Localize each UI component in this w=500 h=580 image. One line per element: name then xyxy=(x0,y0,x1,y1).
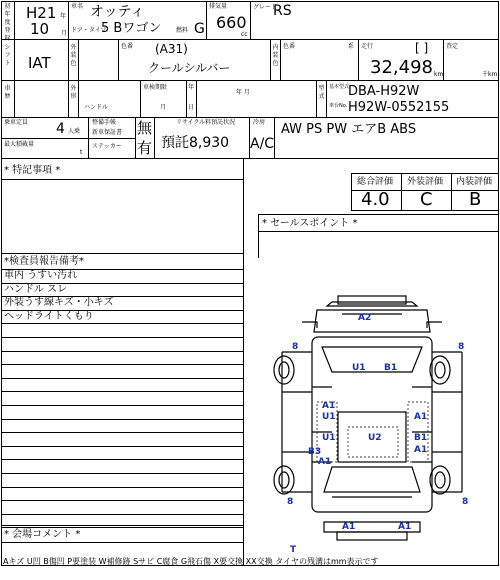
manual-value: 無 xyxy=(137,119,153,137)
year-unit: 年 xyxy=(60,13,67,20)
capacity-label: 乗車定員 xyxy=(4,119,29,126)
note-row-line xyxy=(2,364,243,365)
note-row-line xyxy=(2,459,243,460)
damage-mark: A1 xyxy=(414,412,428,422)
exterior-color-label: 外装色 xyxy=(70,44,77,67)
damage-mark: 8 xyxy=(287,497,294,507)
shift-value: IAT xyxy=(28,54,51,72)
year-era: H21 xyxy=(26,4,57,22)
note-row-line xyxy=(2,378,243,379)
max-load-label: 最大積載量 xyxy=(4,141,35,148)
grade-value: RS xyxy=(273,3,292,19)
shift-label: シフト xyxy=(4,44,11,67)
options-value: AW PS PW エアB ABS xyxy=(281,122,417,137)
handle-label: ハンドル xyxy=(84,104,109,111)
note-row-line xyxy=(2,391,243,392)
mileage-bracket: [ ] xyxy=(415,41,429,55)
mileage-value: 32,498 xyxy=(370,57,433,78)
inspection-day-label: 日 xyxy=(188,104,195,111)
damage-mark: 8 xyxy=(458,342,465,352)
special-notes-title: * 特記事項 * xyxy=(4,165,61,176)
sticker-value: 有 xyxy=(137,139,153,157)
damage-mark: B1 xyxy=(414,433,428,443)
damage-mark: A1 xyxy=(318,457,332,467)
mileage-unit: km xyxy=(434,71,444,78)
damage-mark: U1 xyxy=(322,433,336,443)
inspector-note: 外装うす線キズ・小キズ xyxy=(4,297,114,309)
note-row-line xyxy=(2,323,243,324)
damage-mark: A1 xyxy=(414,445,428,455)
damage-mark: B1 xyxy=(384,363,398,373)
interior-rating: B xyxy=(469,189,482,210)
max-load-unit: t xyxy=(80,149,83,156)
damage-mark: U1 xyxy=(322,412,336,422)
note-row-line xyxy=(2,473,243,474)
note-row-line xyxy=(2,500,243,501)
damage-legend: Aキズ U凹 B傷凹 P要塗装 W補修跡 Sサビ C腐食 G飛石傷 X要交換 XX交換 タイヤの残溝はmm表示です xyxy=(3,557,379,566)
inspection-month-label: 月 xyxy=(160,104,167,111)
car-name-label: 車名 xyxy=(71,3,84,10)
door-type: 5 Bワゴン xyxy=(101,21,162,36)
warranty-label: 新車保証書 xyxy=(92,129,123,136)
note-row-line xyxy=(2,514,243,515)
sales-point-title: * セールスポイント * xyxy=(262,218,358,229)
displacement-label: 排気量 xyxy=(209,3,228,10)
venue-comment-title: * 会場コメント * xyxy=(4,529,81,540)
inspector-note: 車内 うすい汚れ xyxy=(4,270,78,281)
chassis-number: H92W-0552155 xyxy=(348,100,450,115)
damage-mark: A2 xyxy=(358,313,372,323)
inspection-year-label: 年 xyxy=(188,84,195,91)
ac-label: 冷房 xyxy=(253,119,266,126)
inspection-label: 車検期限 xyxy=(143,84,168,91)
overall-rating-label: 総合評価 xyxy=(357,177,394,187)
exterior-rating: C xyxy=(420,189,433,210)
inspection-unit: 年 月 xyxy=(236,89,250,96)
fuel-value: G xyxy=(194,21,205,37)
inspector-note: ヘッドライトくもり xyxy=(4,310,94,322)
note-row-line xyxy=(2,419,243,420)
base-model-label: 基本型式 xyxy=(329,84,350,90)
mileage-label: 走行 xyxy=(361,43,374,50)
recycle-value: 預託8,930 xyxy=(161,135,230,151)
damage-mark: 8 xyxy=(292,342,299,352)
grade-label: グレード xyxy=(253,4,278,11)
color-name: クールシルバー xyxy=(148,61,231,75)
damage-mark: B3 xyxy=(308,447,322,457)
sticker-label: ステッカー xyxy=(92,143,122,150)
manual-label: 整備手帳 xyxy=(92,119,117,126)
note-row-line xyxy=(2,337,243,338)
damage-mark: A1 xyxy=(398,522,412,532)
assessment-label: 査定 xyxy=(446,43,459,50)
door-type-label: ドア・タイプ xyxy=(71,27,107,34)
note-row-line xyxy=(2,487,243,488)
capacity-value: 4 xyxy=(56,121,65,137)
damage-mark: A1 xyxy=(342,522,356,532)
capacity-unit: 人乗 xyxy=(68,128,81,135)
shodo-label: 初年度登録 xyxy=(4,3,11,42)
assessment-unit: 千km xyxy=(482,71,498,78)
note-row-line xyxy=(2,432,243,433)
interior-color-number-label: 色番 xyxy=(283,43,296,50)
chassis-label: 車台No. xyxy=(329,103,348,109)
car-name: オッティ xyxy=(90,4,145,20)
recycle-label: リサイクル料預託状況 xyxy=(176,119,236,126)
note-row-line xyxy=(2,446,243,447)
interior-color-label: 内装色 xyxy=(272,44,279,67)
base-model: DBA-H92W xyxy=(348,84,420,99)
displacement-unit: cc xyxy=(241,31,248,38)
damage-mark: U2 xyxy=(368,433,382,443)
exterior-shape-label: 外形 xyxy=(70,85,77,100)
color-number-label: 色番 xyxy=(121,43,134,50)
inspector-note: ハンドル スレ xyxy=(4,283,68,295)
note-row-line xyxy=(2,351,243,352)
inspector-notes-title: *検査員報告備考* xyxy=(4,256,84,267)
model-label: 型式 xyxy=(318,85,325,100)
damage-mark: A1 xyxy=(322,401,336,411)
fuel-label: 燃料 xyxy=(176,27,189,34)
damage-mark: T xyxy=(290,545,297,555)
month-unit: 月 xyxy=(61,30,68,37)
ac-value: A/C xyxy=(250,136,275,152)
car-damage-diagram xyxy=(262,292,498,556)
displacement-value: 660 xyxy=(216,13,247,32)
month-value: 10 xyxy=(30,20,50,38)
vehicle-history-label: 車歴 xyxy=(4,85,11,100)
interior-color-suffix: 系 xyxy=(348,43,355,50)
interior-rating-label: 内装評価 xyxy=(456,177,493,187)
note-row-line xyxy=(2,405,243,406)
damage-mark: 8 xyxy=(462,497,469,507)
damage-mark: U1 xyxy=(352,363,366,373)
exterior-rating-label: 外装評価 xyxy=(407,177,444,187)
color-code: (A31) xyxy=(155,42,188,56)
overall-rating: 4.0 xyxy=(361,189,390,210)
